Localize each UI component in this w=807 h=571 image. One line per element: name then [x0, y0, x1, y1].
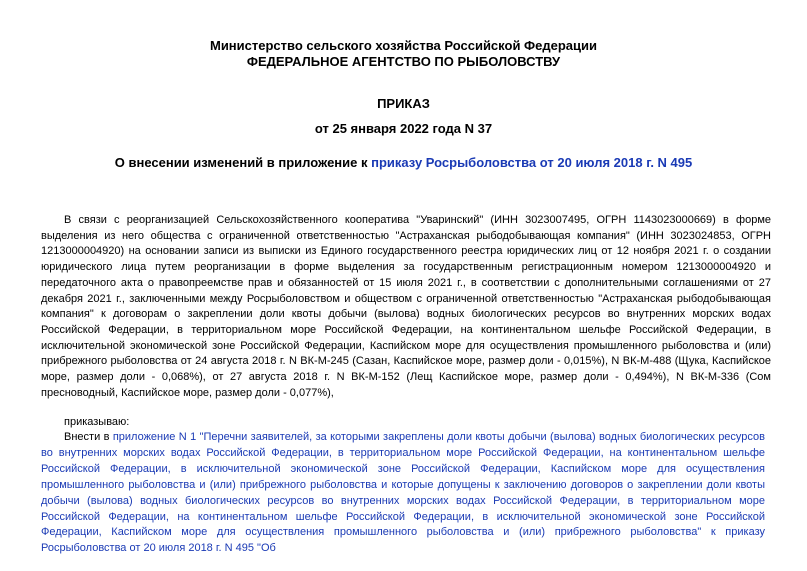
document-date: от 25 января 2022 года N 37	[314, 121, 493, 136]
preamble-paragraph: В связи с реорганизацией Сельскохозяйственного кооператива "Уваринский" (ИНН 3023007495, ОГРН 1143023000669) в форме выделения из него общества с ограниченной ответственностью "Астраханская рыбодобывающая компания" (ИНН 3023024853, ОГРН 1213000004920) на основании записи из выписки из Единого государственного реестра юридических лиц от 12 ноября 2021 г. о создании юридического лица путем реорганизации в форме выделения за государственным регистрационным номером 1213000004920 и передаточного акта о правопреемстве прав и обязанностей от 15 июля 2021 г., в соответствии с дополнительными соглашениями от 27 декабря 2021 г., заключенными между Росрыболовством и обществом с ограниченной ответственностью "Астраханская рыбодобывающая компания" к договорам о закреплении доли квоты добычи (вылова) водных биологических ресурсов во внутренних морских водах Российской Федерации, в территориальном море Российской Федерации, на континентальном шельфе Российской Федерации, в исключительной экономической зоне Российской Федерации, Каспийском море для осуществления промышленного рыболовства и (или) прибрежного рыболовства от 24 августа 2018 г. N ВК-М-245 (Сазан, Каспийское море, размер доли - 0,015%), N ВК-М-488 (Щука, Каспийское море, размер доли - 0,068%), от 27 августа 2018 г. N ВК-М-152 (Лещ Каспийское море, размер доли - 0,494%), N ВК-М-336 (Сом пресноводный, Каспийское море, размер доли - 0,077%),	[41, 214, 771, 399]
order-495-link[interactable]: приказу Росрыболовства от 20 июля 2018 г. N 495	[371, 155, 693, 170]
order-paragraph	[41, 430, 766, 555]
document-title	[0, 154, 807, 171]
order-paragraph-prefix: Внести в	[64, 431, 113, 443]
appendix-1-link[interactable]: приложение N 1 "Перечни заявителей, за которыми закреплены доли квоты добычи (вылова) водных биологических ресурсов во внутренних морских водах Российской Федерации, в территориальном море Российской Федерации, на континентальном шельфе Российской Федерации, в исключительной экономической зоне Российской Федерации, Каспийском море для осуществления промышленного рыболовства и (или) прибрежного рыболовства и которые допущены к заключению договоров о закреплении доли квоты добычи (вылова) водных биологических ресурсов во внутренних морских водах Российской Федерации, в территориальном море Российской Федерации, на континентальном шельфе Российской Федерации, в исключительной экономической зоне Российской Федерации, Каспийском море для осуществления промышленного рыболовства и (или) прибрежного рыболовства" к приказу Росрыболовства от 20 июля 2018 г. N 495 "Об	[41, 431, 766, 555]
title-prefix: О внесении изменений в приложение к	[114, 155, 372, 170]
document-type: ПРИКАЗ	[377, 96, 430, 111]
ministry-name: Министерство сельского хозяйства Российской Федерации	[209, 38, 597, 53]
agency-name: ФЕДЕРАЛЬНОЕ АГЕНТСТВО ПО РЫБОЛОВСТВУ	[246, 54, 561, 69]
order-word: приказываю:	[64, 416, 130, 428]
